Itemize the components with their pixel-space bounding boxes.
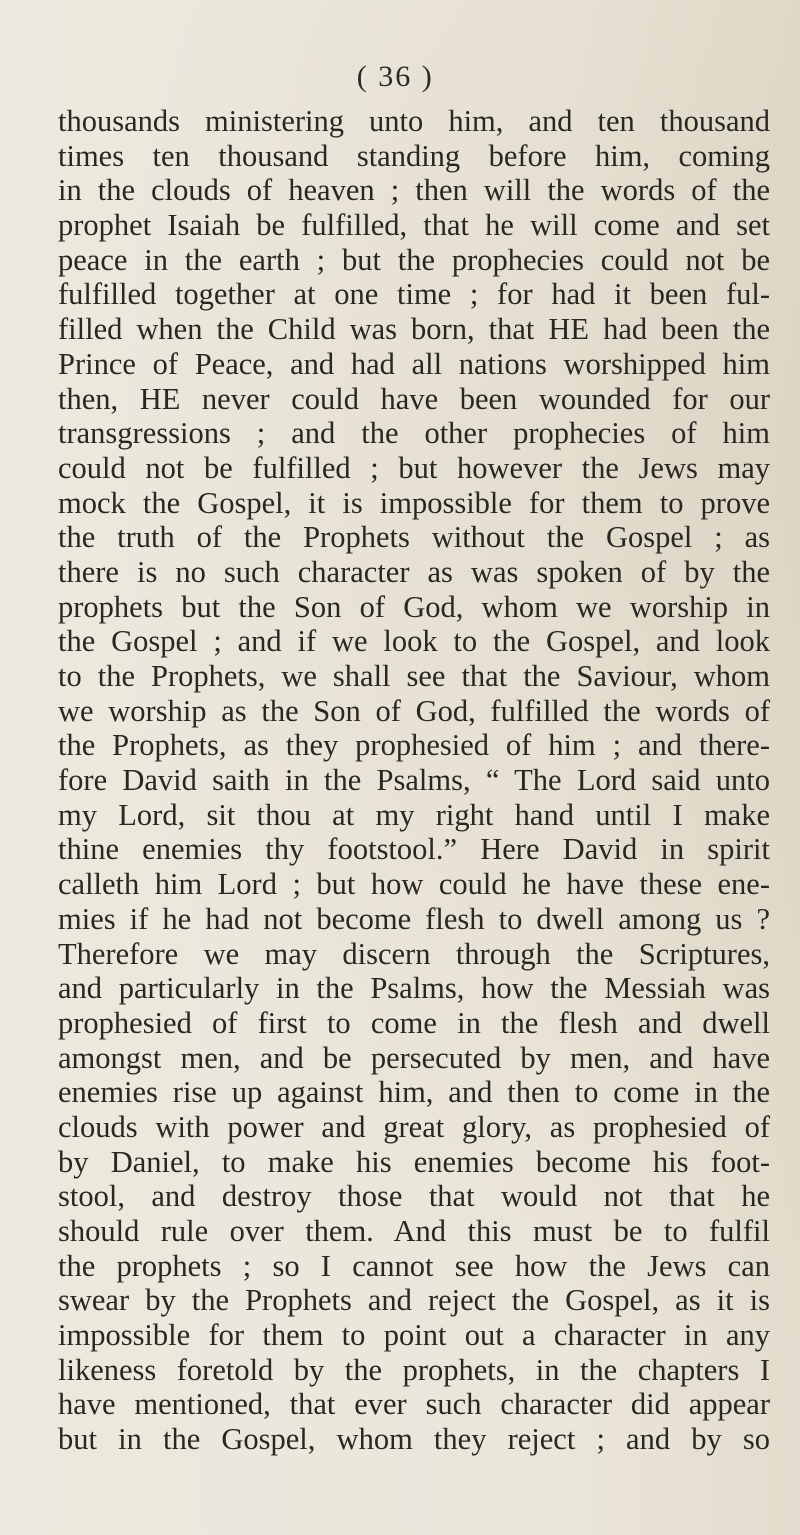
text-line: the prophets ; so I cannot see how the Jews can [58,1248,770,1283]
text-line: likeness foretold by the prophets, in the chapters I [58,1352,770,1387]
body-text [58,104,770,1457]
text-line: clouds with power and great glory, as prophesied of [58,1109,770,1144]
text-line: could not be fulfilled ; but however the Jews may [58,450,770,485]
text-line: thine enemies thy footstool.” Here David in spirit [58,832,770,867]
text-line: prophet Isaiah be fulfilled, that he will come and set [58,208,770,243]
text-line: the Gospel ; and if we look to the Gospel, and look [58,624,770,659]
text-line: mock the Gospel, it is impossible for them to prove [58,485,770,520]
text-line: prophets but the Son of God, whom we worship in [58,589,770,624]
text-line: fore David saith in the Psalms, “ The Lord said unto [58,763,770,798]
text-line: we worship as the Son of God, fulfilled the words of [58,693,770,728]
text-line: thousands ministering unto him, and ten thousand [58,104,770,138]
text-line: prophesied of first to come in the flesh and dwell [58,1005,770,1040]
text-line: should rule over them. And this must be to fulfil [58,1214,770,1248]
text-line: times ten thousand standing before him, coming [58,138,770,173]
text-line: my Lord, sit thou at my right hand until I make [58,797,770,832]
text-line: to the Prophets, we shall see that the Saviour, whom [58,659,770,693]
text-line: peace in the earth ; but the prophecies could not be [58,242,770,277]
text-line: have mentioned, that ever such character did appear [58,1387,770,1422]
text-line: swear by the Prophets and reject the Gospel, as it is [58,1283,770,1318]
text-line: fulfilled together at one time ; for had it been ful- [58,277,770,312]
text-line: impossible for them to point out a character in any [58,1318,770,1353]
text-line: transgressions ; and the other prophecies of him [58,416,770,451]
text-line: filled when the Child was born, that HE had been the [58,312,770,347]
text-line: and particularly in the Psalms, how the Messiah was [58,971,770,1006]
text-line: Therefore we may discern through the Scriptures, [58,936,770,971]
text-line: calleth him Lord ; but how could he have these ene- [58,867,770,902]
text-line: by Daniel, to make his enemies become his foot- [58,1144,770,1179]
text-line: there is no such character as was spoken of by the [58,554,770,589]
text-line: Prince of Peace, and had all nations worshipped him [58,346,770,381]
page-number: ( 36 ) [356,60,444,93]
text-line: stool, and destroy those that would not that he [58,1179,770,1214]
text-line: mies if he had not become flesh to dwell among us ? [58,901,770,936]
text-line: but in the Gospel, whom they reject ; and by so [58,1422,770,1457]
text-line: enemies rise up against him, and then to come in the [58,1075,770,1110]
text-line: amongst men, and be persecuted by men, and have [58,1040,770,1075]
text-line: then, HE never could have been wounded for our [58,381,770,416]
text-line: in the clouds of heaven ; then will the words of the [58,173,770,208]
text-line: the truth of the Prophets without the Gospel ; as [58,520,770,555]
text-line: the Prophets, as they prophesied of him ; and there- [58,728,770,763]
